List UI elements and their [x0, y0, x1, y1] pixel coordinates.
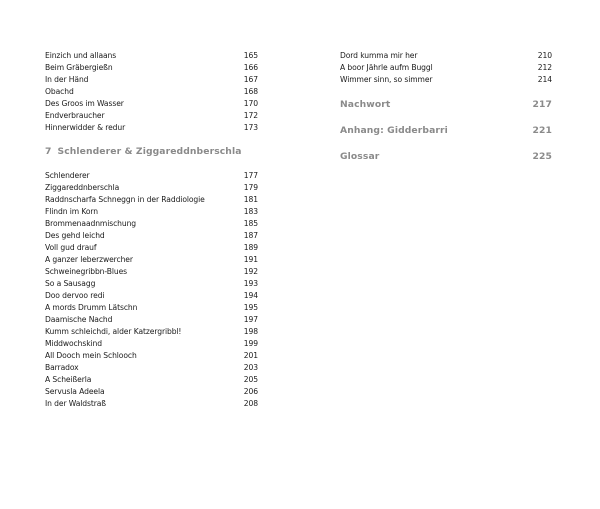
entry-title: Schweinegribbn-Blues	[45, 267, 128, 276]
toc-entries-right	[340, 50, 552, 86]
chapter-title: Schlenderer & Ziggareddnberschla	[57, 146, 242, 157]
entry-title: Flindn im Korn	[45, 207, 99, 216]
entry-title: Middwochskind	[45, 339, 102, 348]
entry-title: Servusla Adeela	[45, 387, 105, 396]
entry-page: 181	[243, 195, 258, 204]
toc-entry	[340, 74, 552, 86]
entry-page: 205	[243, 375, 258, 384]
toc-entry	[340, 50, 552, 62]
entry-page: 167	[243, 75, 258, 84]
entry-page: 197	[243, 315, 258, 324]
toc-entries-top	[45, 50, 258, 134]
entry-title: Kumm schleichdi, alder Katzergribbl!	[45, 327, 182, 336]
entry-title: A ganzer leberzwercher	[45, 255, 133, 264]
entry-title: Einzich und allaans	[45, 51, 117, 60]
entry-title: A mords Drumm Lätschn	[45, 303, 138, 312]
toc-entry	[45, 194, 258, 206]
chapter-title: Glossar	[340, 151, 380, 162]
entry-title: Hinnerwidder & redur	[45, 123, 126, 132]
entry-title: A Scheißerla	[45, 375, 92, 384]
entry-title: Doo dervoo redi	[45, 291, 105, 300]
toc-entry	[45, 170, 258, 182]
toc-entry	[45, 278, 258, 290]
entry-page: 183	[243, 207, 258, 216]
toc-entry	[45, 182, 258, 194]
toc-entry	[45, 50, 258, 62]
toc-entry	[45, 62, 258, 74]
entry-page: 179	[243, 183, 258, 192]
toc-entry	[45, 230, 258, 242]
entry-page: 203	[243, 363, 258, 372]
entry-page: 214	[537, 75, 552, 84]
entry-page: 201	[243, 351, 258, 360]
chapter-heading	[45, 145, 258, 159]
entry-title: Endverbraucher	[45, 111, 105, 120]
entry-page: 212	[537, 63, 552, 72]
entry-page: 166	[243, 63, 258, 72]
toc-entry	[45, 374, 258, 386]
toc-entry	[45, 266, 258, 278]
entry-page: 177	[243, 171, 258, 180]
chapter-title: Nachwort	[340, 99, 391, 110]
toc-entries-bottom	[45, 170, 258, 410]
chapter-number: 7	[45, 146, 52, 157]
entry-title: Des gehd leichd	[45, 231, 105, 240]
entry-title: Daamische Nachd	[45, 315, 113, 324]
entry-page: 173	[243, 123, 258, 132]
entry-page: 206	[243, 387, 258, 396]
entry-page: 195	[243, 303, 258, 312]
entry-title: Obachd	[45, 87, 74, 96]
entry-page: 189	[243, 243, 258, 252]
entry-title: Voll gud drauf	[45, 243, 97, 252]
entry-title: Brommenaadnmischung	[45, 219, 137, 228]
toc-entry	[45, 314, 258, 326]
entry-page: 170	[243, 99, 258, 108]
entry-page: 210	[537, 51, 552, 60]
entry-page: 187	[243, 231, 258, 240]
toc-entry	[45, 110, 258, 122]
entry-title: Des Groos im Wasser	[45, 99, 124, 108]
entry-page: 185	[243, 219, 258, 228]
entry-title: So a Sausagg	[45, 279, 96, 288]
toc-entry	[45, 290, 258, 302]
entry-page: 165	[243, 51, 258, 60]
entry-page: 193	[243, 279, 258, 288]
entry-title: Ziggareddnberschla	[45, 183, 120, 192]
chapter-title: Anhang: Gidderbarri	[340, 125, 448, 136]
toc-entry	[45, 74, 258, 86]
toc-entry	[45, 362, 258, 374]
toc-left-column	[45, 50, 258, 410]
toc-entry	[45, 218, 258, 230]
toc-entry	[45, 386, 258, 398]
entry-page: 199	[243, 339, 258, 348]
chapter-heading-text	[45, 145, 242, 159]
toc-entry	[45, 122, 258, 134]
chapter-page: 221	[532, 125, 552, 136]
chapter-heading-anhang	[340, 124, 552, 138]
toc-entry	[45, 302, 258, 314]
toc-entry	[45, 98, 258, 110]
toc-entry	[45, 338, 258, 350]
entry-page: 192	[243, 267, 258, 276]
entry-page: 168	[243, 87, 258, 96]
entry-title: A boor Jährle aufm Buggl	[340, 63, 433, 72]
entry-title: In der Waldstraß	[45, 399, 106, 408]
chapter-heading-nachwort	[340, 98, 552, 112]
toc-entry	[45, 242, 258, 254]
entry-page: 172	[243, 111, 258, 120]
toc-entry	[45, 206, 258, 218]
chapter-page: 225	[532, 151, 552, 162]
toc-entry	[340, 62, 552, 74]
entry-title: Beim Gräbergießn	[45, 63, 113, 72]
entry-title: Wimmer sinn, so simmer	[340, 75, 433, 84]
toc-entry	[45, 350, 258, 362]
chapter-page: 217	[532, 99, 552, 110]
entry-title: All Dooch mein Schlooch	[45, 351, 137, 360]
entry-title: Barradox	[45, 363, 79, 372]
entry-page: 208	[243, 399, 258, 408]
toc-right-column	[340, 50, 552, 164]
entry-title: Schlenderer	[45, 171, 90, 180]
entry-page: 191	[243, 255, 258, 264]
toc-entry	[45, 254, 258, 266]
entry-title: Raddnscharfa Schneggn in der Raddiologie	[45, 195, 205, 204]
entry-title: Dord kumma mir her	[340, 51, 418, 60]
toc-entry	[45, 326, 258, 338]
entry-title: In der Händ	[45, 75, 89, 84]
entry-page: 198	[243, 327, 258, 336]
entry-page: 194	[243, 291, 258, 300]
toc-entry	[45, 398, 258, 410]
toc-entry	[45, 86, 258, 98]
chapter-heading-glossar	[340, 150, 552, 164]
